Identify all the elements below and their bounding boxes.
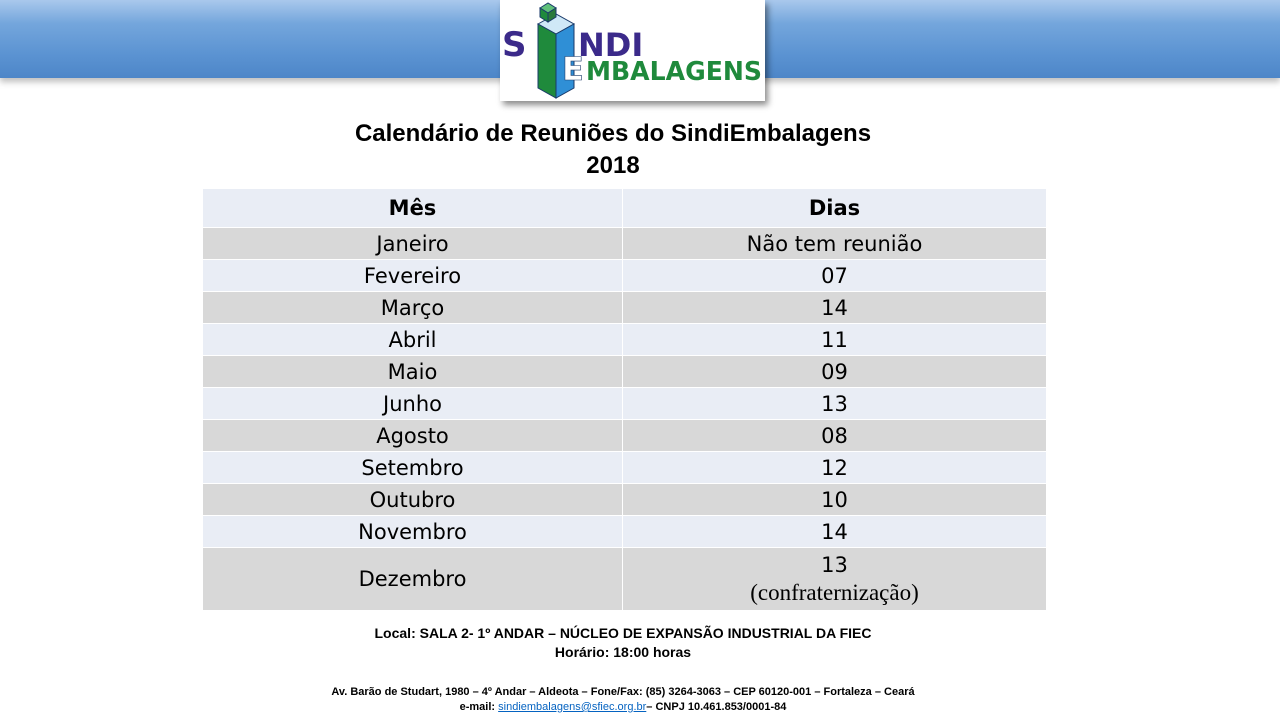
month-cell: Março <box>203 292 623 324</box>
sindiembalagens-logo <box>500 0 765 101</box>
day-cell: 14 <box>623 292 1047 324</box>
day-cell: 14 <box>623 516 1047 548</box>
table-row <box>203 548 1047 611</box>
day-cell: 11 <box>623 324 1047 356</box>
day-cell: 09 <box>623 356 1047 388</box>
table-row <box>203 228 1047 260</box>
logo-graphic <box>500 0 765 101</box>
table-row <box>203 420 1047 452</box>
table-row <box>203 356 1047 388</box>
svg-text:NDI: NDI <box>578 26 644 64</box>
month-cell: Dezembro <box>203 548 623 611</box>
day-cell: 10 <box>623 484 1047 516</box>
column-header-days: Dias <box>623 189 1047 228</box>
table-row <box>203 452 1047 484</box>
month-cell: Maio <box>203 356 623 388</box>
cnpj-text: – CNPJ 10.461.853/0001-84 <box>646 701 787 713</box>
day-cell: 07 <box>623 260 1047 292</box>
day-cell <box>623 548 1047 611</box>
page-year: 2018 <box>586 152 640 179</box>
table-row <box>203 516 1047 548</box>
table-row <box>203 324 1047 356</box>
column-header-month: Mês <box>203 189 623 228</box>
email-label: e-mail: <box>459 701 496 713</box>
table-header-row <box>203 189 1047 228</box>
email-link[interactable]: sindiembalagens@sfiec.org.br <box>498 701 647 713</box>
table-row <box>203 388 1047 420</box>
day-cell: 13 <box>623 388 1047 420</box>
footer-contact <box>0 701 1246 713</box>
month-cell: Novembro <box>203 516 623 548</box>
footer-address: Av. Barão de Studart, 1980 – 4º Andar – Aldeota – Fone/Fax: (85) 3264-3063 – CEP 60120-001 – Fortaleza – Ceará <box>331 686 915 698</box>
table-row <box>203 260 1047 292</box>
svg-text:S: S <box>502 25 527 65</box>
meeting-location: Local: SALA 2- 1º ANDAR – NÚCLEO DE EXPANSÃO INDUSTRIAL DA FIEC <box>374 625 872 641</box>
month-cell: Outubro <box>203 484 623 516</box>
month-cell: Setembro <box>203 452 623 484</box>
day-cell: 08 <box>623 420 1047 452</box>
page-title: Calendário de Reuniões do SindiEmbalagens <box>354 120 872 147</box>
month-cell: Fevereiro <box>203 260 623 292</box>
month-cell: Abril <box>203 324 623 356</box>
svg-text:E: E <box>562 50 584 88</box>
meeting-time: Horário: 18:00 horas <box>554 644 692 660</box>
month-cell: Janeiro <box>203 228 623 260</box>
svg-text:MBALAGENS: MBALAGENS <box>586 57 762 87</box>
day-value: 13 <box>821 553 848 577</box>
table-row <box>203 484 1047 516</box>
day-cell: Não tem reunião <box>623 228 1047 260</box>
month-cell: Agosto <box>203 420 623 452</box>
day-cell: 12 <box>623 452 1047 484</box>
day-note: (confraternização) <box>750 580 919 605</box>
month-cell: Junho <box>203 388 623 420</box>
table-row <box>203 292 1047 324</box>
meeting-calendar-table <box>202 188 1047 611</box>
